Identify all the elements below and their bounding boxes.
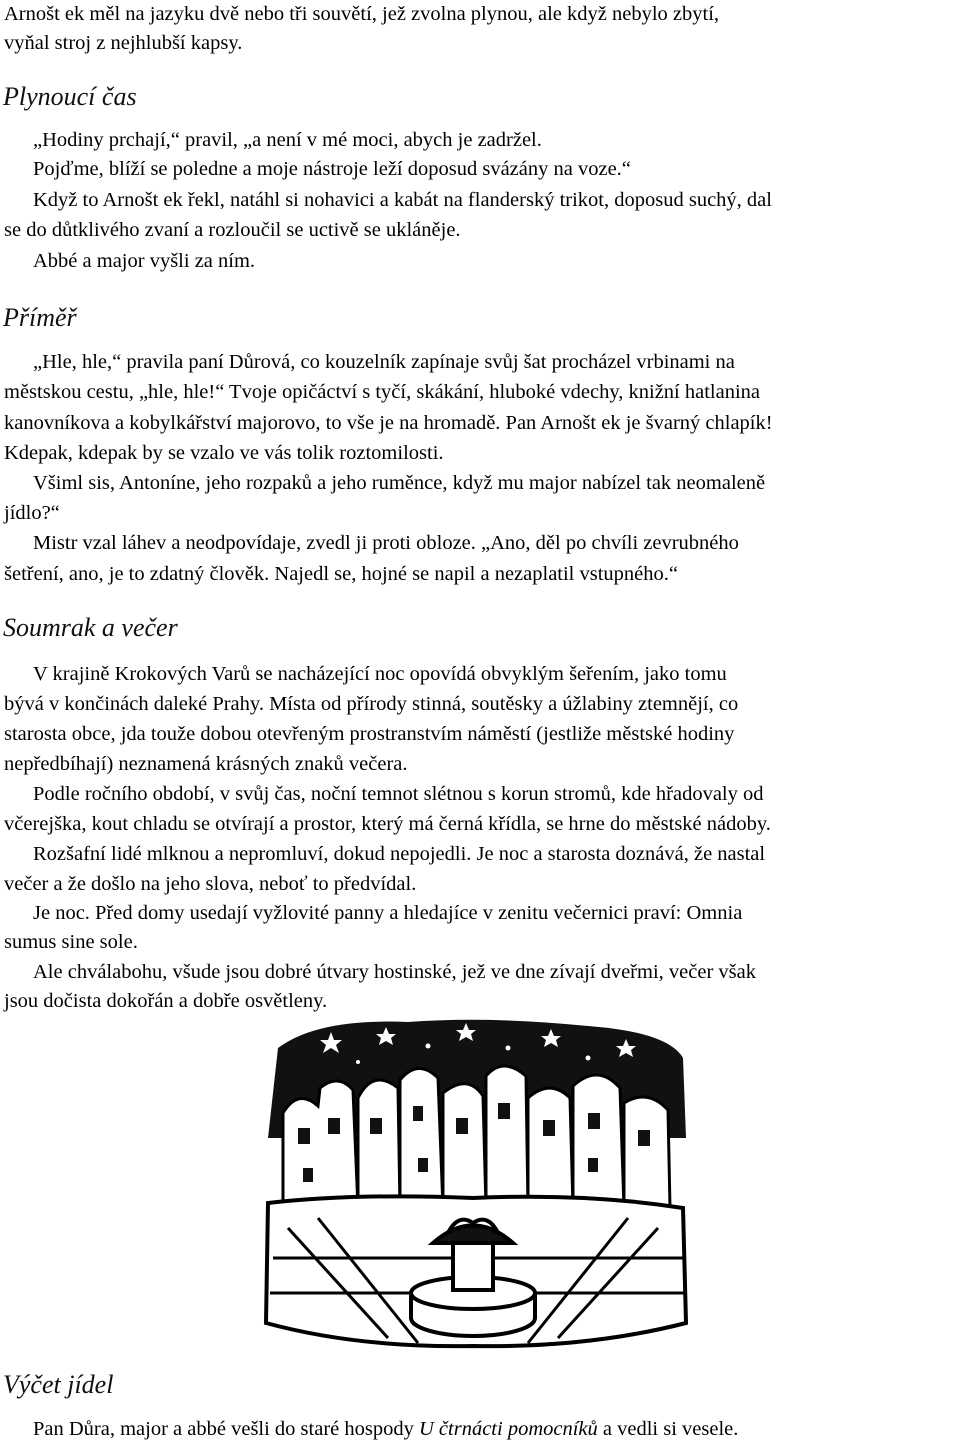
section-heading: Výčet jídel (3, 1370, 114, 1399)
paragraph-line: Pojďme, blíží se poledne a moje nástroje leží doposud svázány na voze.“ (33, 158, 631, 180)
paragraph-line: nepředbíhají) neznamená krásných znaků večera. (4, 753, 408, 775)
paragraph-line: Podle ročního období, v svůj čas, noční temnot slétnou s korun stromů, kde hřadovaly od (33, 783, 764, 805)
paragraph-line: jsou dočista dokořán a dobře osvětleny. (4, 990, 328, 1012)
paragraph-line: šetření, ano, je to zdatný člověk. Najedl se, hojné se napil a nezaplatil vstupného.“ (4, 563, 678, 585)
paragraph-line (33, 1417, 738, 1441)
paragraph-line: večer a že došlo na jeho slova, neboť to předvídal. (4, 873, 417, 895)
paragraph-line: Arnošt ek měl na jazyku dvě nebo tři souvětí, jež zvolna plynou, ale když nebylo zbytí, (4, 3, 720, 25)
paragraph-line: bývá v končinách daleké Prahy. Místa od přírody stinná, soutěsky a úžlabiny ztemnějí, co (4, 693, 739, 715)
paragraph-line: sumus sine sole. (4, 931, 138, 953)
paragraph-line: V krajině Krokových Varů se nacházející noc opovídá obvyklým šeřením, jako tomu (33, 663, 727, 685)
paragraph-line: starosta obce, jda touže dobou otevřeným prostranstvím náměstí (jestliže městské hodiny (4, 723, 735, 745)
paragraph-line: Abbé a major vyšli za ním. (33, 250, 256, 272)
paragraph-line: vyňal stroj z nejhlubší kapsy. (4, 32, 243, 54)
inn-name: U čtrnácti pomocníků (419, 1418, 598, 1440)
section-heading: Soumrak a večer (3, 613, 178, 642)
paragraph-line: Rozšafní lidé mlknou a nepromluví, dokud nepojedli. Je noc a starosta doznává, že nastal (33, 843, 766, 865)
paragraph-line: „Hodiny prchají,“ pravil, „a není v mé moci, abych je zadržel. (33, 129, 542, 151)
paragraph-line: se do důtklivého zvaní a rozloučil se uctivě se ukláněje. (4, 219, 461, 241)
paragraph-line: Všiml sis, Antoníne, jeho rozpaků a jeho ruměnce, když mu major nabízel tak neomaleně (33, 472, 766, 494)
paragraph-line: jídlo?“ (4, 502, 60, 524)
paragraph-line: „Hle, hle,“ pravila paní Důrová, co kouzelník zapínaje svůj šat procházel vrbinami na (33, 351, 735, 373)
paragraph-line: Ale chválabohu, všude jsou dobré útvary hostinské, jež ve dne zívají dveřmi, večer však (33, 961, 756, 983)
text-run: Pan Důra, major a abbé vešli do staré hospody (33, 1418, 419, 1440)
paragraph-line: Kdepak, kdepak by se vzalo ve vás tolik roztomilosti. (4, 442, 444, 464)
text-run: a vedli si vesele. (597, 1418, 739, 1440)
section-heading: Příměř (3, 303, 77, 332)
paragraph-line: Je noc. Před domy usedají vyžlovité panny a hledajíce v zenitu večernici praví: Omnia (33, 902, 743, 924)
town-square-fountain-illustration (258, 1018, 688, 1350)
paragraph-line: kanovníkova a kobylkářství majorovo, to vše je na hromadě. Pan Arnošt ek je švarný chlapík! (4, 412, 773, 434)
paragraph-line: městskou cestu, „hle, hle!“ Tvoje opičáctví s tyčí, skákání, hluboké vdechy, knižní hatlanina (4, 381, 761, 403)
paragraph-line: Když to Arnošt ek řekl, natáhl si nohavici a kabát na flanderský trikot, doposud suchý, dal (33, 189, 772, 211)
paragraph-line: včerejška, kout chladu se otvírají a prostor, který má černá křídla, se hrne do městské nádoby. (4, 813, 771, 835)
paragraph-line: Mistr vzal láhev a neodpovídaje, zvedl ji proti obloze. „Ano, děl po chvíli zevrubného (33, 532, 739, 554)
section-heading: Plynoucí čas (3, 82, 137, 111)
